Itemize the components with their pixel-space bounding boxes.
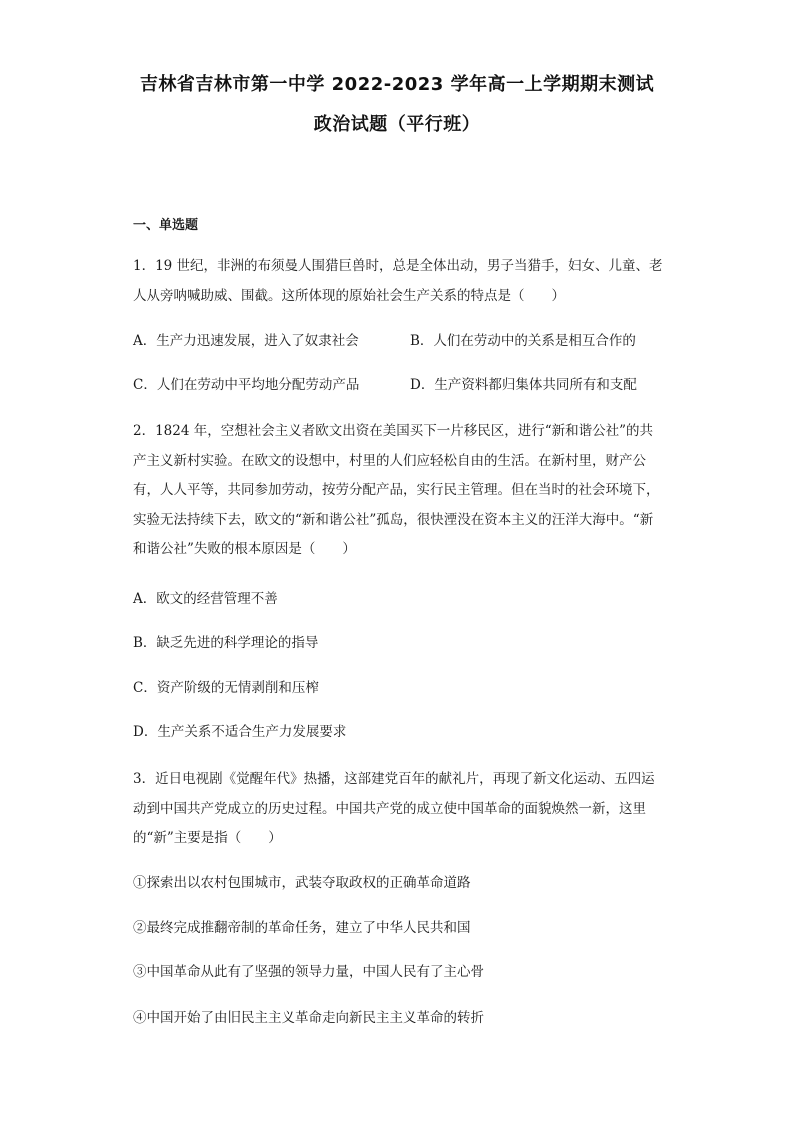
question-1-option-b: B．人们在劳动中的关系是相互合作的: [410, 333, 636, 349]
question-1-option-c: C．人们在劳动中平均地分配劳动产品: [133, 377, 360, 393]
question-2-option-d: D．生产关系不适合生产力发展要求: [133, 724, 347, 740]
question-3-stem: 3．近日电视剧《觉醒年代》热播，这部建党百年的献礼片，再现了新文化运动、五四运动到中国共产党成立的历史过程。中国共产党的成立使中国革命的面貌焕然一新，这里的“新”主要是指（ ）: [133, 771, 655, 846]
question-1-option-d: D．生产资料都归集体共同所有和支配: [410, 377, 637, 393]
question-3-item-2: ②最终完成推翻帝制的革命任务，建立了中华人民共和国: [133, 920, 471, 936]
section-heading: 一、单选题: [133, 218, 199, 233]
question-1-stem: 1．19 世纪，非洲的布须曼人围猎巨兽时，总是全体出动，男子当猎手，妇女、儿童、老人从旁呐喊助威、围截。这所体现的原始社会生产关系的特点是（ ）: [133, 258, 663, 304]
question-3-item-4: ④中国开始了由旧民主主义革命走向新民主主义革命的转折: [133, 1010, 484, 1026]
document-title-line2: 政治试题（平行班）: [313, 114, 481, 135]
question-2-option-a: A．欧文的经营管理不善: [133, 591, 278, 607]
question-2-option-b: B．缺乏先进的科学理论的指导: [133, 635, 319, 651]
question-3-item-1: ①探索出以农村包围城市，武装夺取政权的正确革命道路: [133, 875, 471, 891]
question-1-option-a: A．生产力迅速发展，进入了奴隶社会: [133, 333, 359, 349]
document-title-line1: 吉林省吉林市第一中学 2022-2023 学年高一上学期期末测试: [139, 74, 655, 95]
question-2-stem: 2．1824 年，空想社会主义者欧文出资在美国买下一片移民区，进行“新和谐公社”的共产主义新村实验。在欧文的设想中，村里的人们应轻松自由的生活。在新村里，财产公有，人人平等，共同参加劳动，按劳分配产品，实行民主管理。但在当时的社会环境下，实验无法持续下去，欧文的“新和谐公社”孤岛，很快湮没在资本主义的汪洋大海中。“新和谐公社”失败的根本原因是（ ）: [133, 423, 660, 557]
question-2-option-c: C．资产阶级的无情剥削和压榨: [133, 680, 319, 696]
question-3-item-3: ③中国革命从此有了坚强的领导力量，中国人民有了主心骨: [133, 964, 484, 980]
